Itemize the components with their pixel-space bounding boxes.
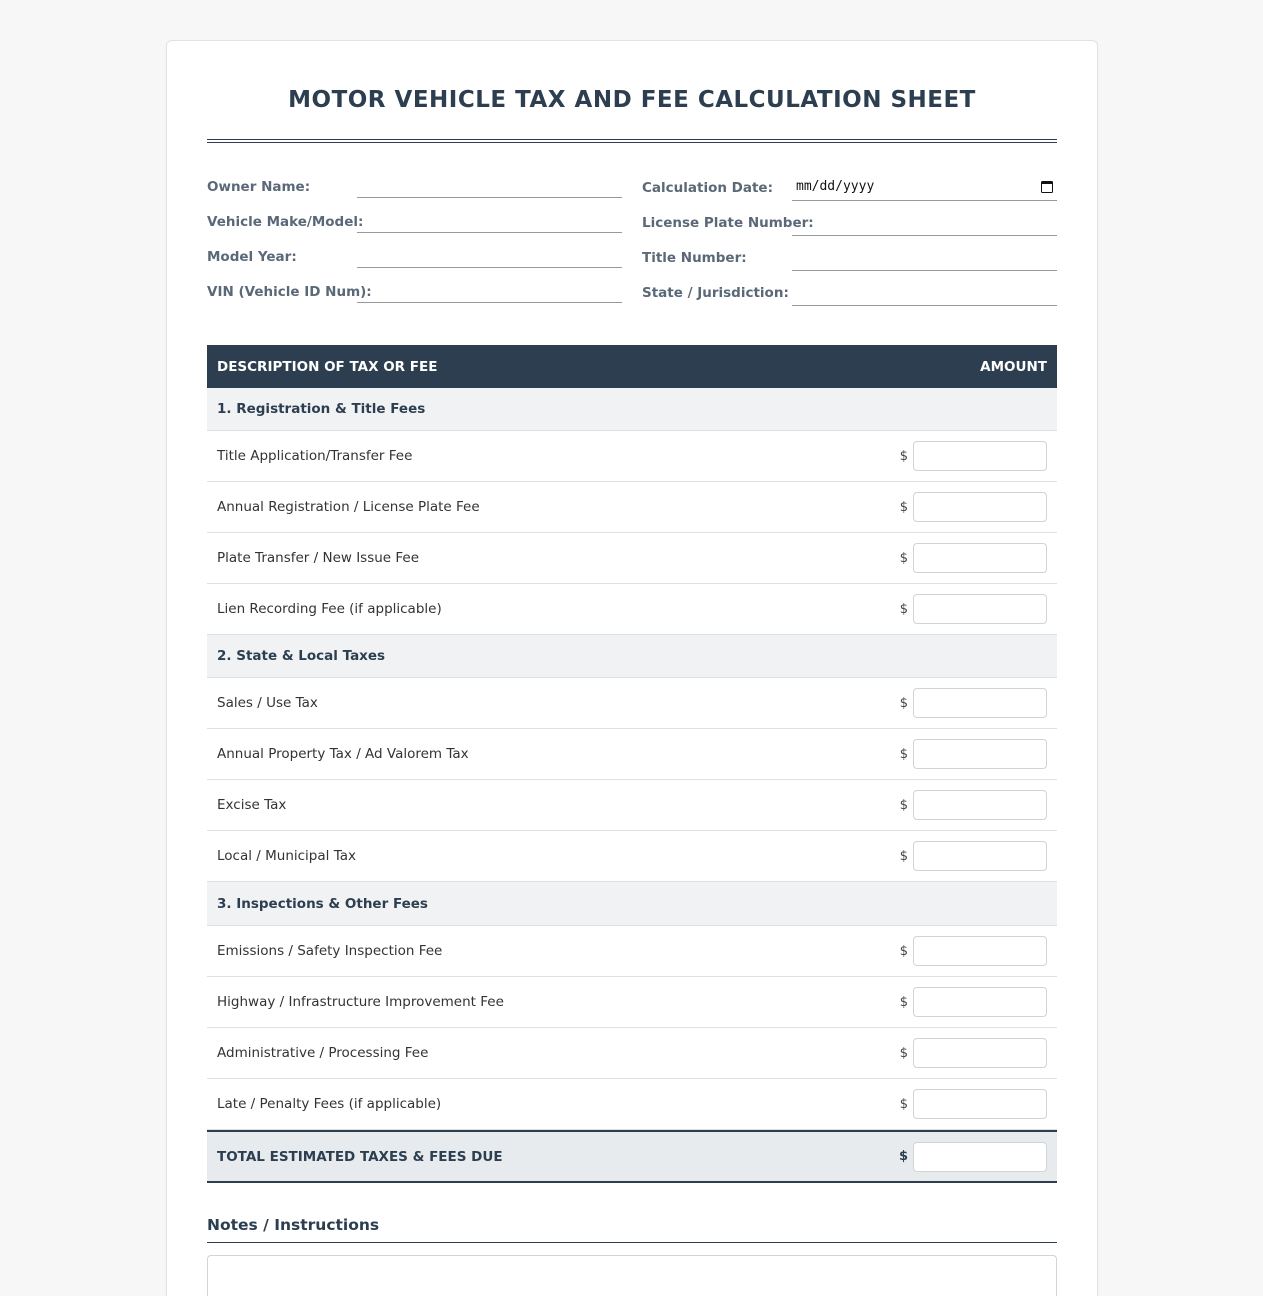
currency-symbol: $ — [899, 695, 908, 711]
make-model-row — [207, 211, 622, 246]
owner-name-row — [207, 176, 622, 211]
fee-description: Administrative / Processing Fee — [217, 1045, 429, 1061]
amount-input[interactable] — [913, 492, 1047, 522]
amount-input[interactable] — [913, 739, 1047, 769]
currency-symbol: $ — [899, 448, 908, 464]
table-row — [207, 482, 1057, 533]
amount-cell — [900, 492, 1047, 522]
model-year-field[interactable] — [357, 246, 622, 268]
currency-symbol: $ — [899, 797, 908, 813]
section-header: 1. Registration & Title Fees — [207, 388, 1057, 431]
title-number-field[interactable] — [792, 246, 1057, 271]
amount-cell — [900, 543, 1047, 573]
table-row — [207, 780, 1057, 831]
currency-symbol: $ — [899, 1096, 908, 1112]
table-header — [207, 345, 1057, 388]
jurisdiction-row — [642, 281, 1057, 316]
table-row — [207, 678, 1057, 729]
amount-input[interactable] — [913, 594, 1047, 624]
amount-input[interactable] — [913, 841, 1047, 871]
owner-info-left — [207, 176, 622, 316]
amount-input[interactable] — [913, 1038, 1047, 1068]
currency-symbol: $ — [899, 994, 908, 1010]
calc-date-field[interactable] — [792, 176, 1057, 201]
currency-symbol: $ — [899, 1045, 908, 1061]
fee-description: Emissions / Safety Inspection Fee — [217, 943, 443, 959]
amount-cell — [900, 790, 1047, 820]
col-description-header: DESCRIPTION OF TAX OR FEE — [217, 358, 438, 375]
vin-label: VIN (Vehicle ID Num): — [207, 284, 372, 300]
amount-input[interactable] — [913, 790, 1047, 820]
date-placeholder: mm/dd/yyyy — [796, 179, 875, 194]
table-row — [207, 533, 1057, 584]
table-row — [207, 977, 1057, 1028]
amount-input[interactable] — [913, 688, 1047, 718]
fee-description: Plate Transfer / New Issue Fee — [217, 550, 420, 566]
title-number-row — [642, 246, 1057, 281]
fee-description: Annual Property Tax / Ad Valorem Tax — [217, 746, 469, 762]
table-row — [207, 1028, 1057, 1079]
calc-date-label: Calculation Date: — [642, 180, 773, 196]
amount-cell — [900, 739, 1047, 769]
table-row — [207, 926, 1057, 977]
amount-cell — [900, 1038, 1047, 1068]
amount-cell — [900, 594, 1047, 624]
owner-name-label: Owner Name: — [207, 179, 311, 195]
table-row — [207, 584, 1057, 635]
fee-description: Highway / Infrastructure Improvement Fee — [217, 994, 504, 1010]
amount-input[interactable] — [913, 441, 1047, 471]
col-amount-header: AMOUNT — [980, 358, 1047, 375]
owner-name-field[interactable] — [357, 176, 622, 198]
plate-number-row — [642, 211, 1057, 246]
amount-cell — [900, 688, 1047, 718]
section-header: 2. State & Local Taxes — [207, 635, 1057, 678]
fee-description: Local / Municipal Tax — [217, 848, 356, 864]
notes-title: Notes / Instructions — [207, 1216, 1057, 1243]
jurisdiction-label: State / Jurisdiction: — [642, 285, 789, 301]
amount-cell — [900, 936, 1047, 966]
amount-cell — [900, 841, 1047, 871]
calendar-icon[interactable] — [1041, 181, 1053, 193]
fee-description: Lien Recording Fee (if applicable) — [217, 601, 442, 617]
notes-textarea[interactable] — [207, 1255, 1057, 1296]
title-divider — [207, 139, 1057, 143]
table-row — [207, 831, 1057, 882]
amount-input[interactable] — [913, 987, 1047, 1017]
model-year-label: Model Year: — [207, 249, 297, 265]
fee-description: Late / Penalty Fees (if applicable) — [217, 1096, 442, 1112]
amount-cell — [900, 987, 1047, 1017]
currency-symbol: $ — [899, 499, 908, 515]
total-row — [207, 1130, 1057, 1183]
page-title: MOTOR VEHICLE TAX AND FEE CALCULATION SHEET — [288, 87, 976, 113]
calculation-sheet — [166, 40, 1098, 1296]
vehicle-info-right — [642, 176, 1057, 316]
currency-symbol: $ — [899, 746, 908, 762]
section-header: 3. Inspections & Other Fees — [207, 882, 1057, 926]
fee-description: Annual Registration / License Plate Fee — [217, 499, 480, 515]
currency-symbol: $ — [899, 848, 908, 864]
plate-number-label: License Plate Number: — [642, 215, 814, 231]
plate-number-field[interactable] — [792, 211, 1057, 236]
title-number-label: Title Number: — [642, 250, 747, 266]
make-model-field[interactable] — [357, 211, 622, 233]
model-year-row — [207, 246, 622, 281]
amount-input[interactable] — [913, 936, 1047, 966]
vin-field[interactable] — [357, 281, 622, 303]
total-amount-input[interactable] — [913, 1142, 1047, 1172]
total-label: TOTAL ESTIMATED TAXES & FEES DUE — [217, 1148, 503, 1165]
fee-description: Excise Tax — [217, 797, 287, 813]
vin-row — [207, 281, 622, 316]
amount-cell — [900, 441, 1047, 471]
amount-input[interactable] — [913, 1089, 1047, 1119]
amount-input[interactable] — [913, 543, 1047, 573]
table-row — [207, 729, 1057, 780]
fee-description: Sales / Use Tax — [217, 695, 318, 711]
calc-date-row — [642, 176, 1057, 211]
jurisdiction-field[interactable] — [792, 281, 1057, 306]
fee-description: Title Application/Transfer Fee — [217, 448, 413, 464]
table-row — [207, 1079, 1057, 1130]
currency-symbol: $ — [898, 1149, 908, 1164]
table-row — [207, 431, 1057, 482]
amount-cell — [900, 1089, 1047, 1119]
currency-symbol: $ — [899, 550, 908, 566]
total-amount — [899, 1142, 1047, 1172]
currency-symbol: $ — [899, 601, 908, 617]
table-body — [207, 388, 1057, 1130]
fee-table — [207, 345, 1057, 1183]
make-model-label: Vehicle Make/Model: — [207, 214, 364, 230]
currency-symbol: $ — [899, 943, 908, 959]
